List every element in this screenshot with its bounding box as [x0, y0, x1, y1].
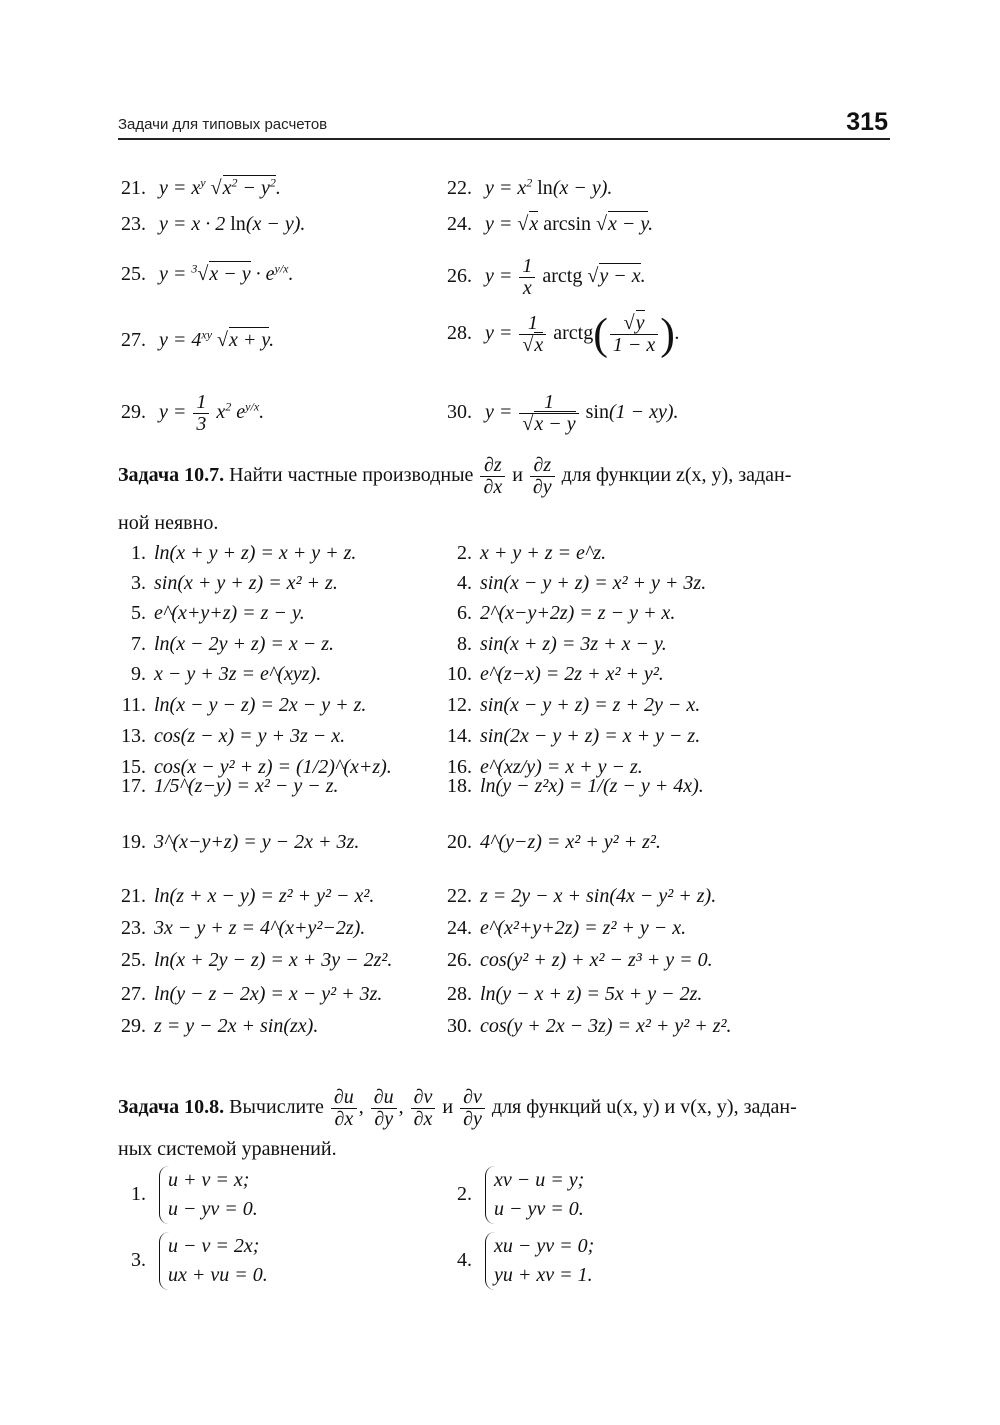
- item-formula: sin(x − y + z) = z + 2y − x.: [480, 694, 701, 716]
- item-number: 19.: [121, 831, 146, 853]
- exercise-item: [440, 603, 675, 623]
- exercise-item: [114, 776, 339, 796]
- exercise-item: [114, 695, 366, 715]
- exercise-item: [440, 757, 643, 777]
- item-number: 3.: [131, 1248, 146, 1271]
- item-formula: ln(y − z − 2x) = x − y² + 3z.: [154, 983, 383, 1005]
- task-statement-continuation: ной неявно.: [118, 512, 219, 534]
- item-number: 30.: [447, 401, 472, 424]
- item-formula: ln(x + y + z) = x + y + z.: [154, 542, 357, 564]
- item-number: 28.: [447, 321, 472, 344]
- item-formula: e^(x+y+z) = z − y.: [154, 602, 305, 624]
- item-number: 22.: [447, 885, 472, 907]
- item-number: 2.: [457, 1182, 472, 1205]
- item-formula: x + y + z = e^z.: [480, 542, 607, 564]
- exercise-item: [440, 886, 716, 906]
- exercise-item: [114, 543, 356, 563]
- item-number: 22.: [447, 176, 472, 199]
- item-formula: sin(2x − y + z) = x + y − z.: [480, 725, 701, 747]
- item-number: 26.: [447, 949, 472, 971]
- exercise-item: [432, 176, 612, 198]
- item-number: 4.: [457, 572, 472, 594]
- equation-system: [106, 1232, 268, 1290]
- derivative-fraction: $\frac{\partial v}{\partial x}$: [411, 1087, 436, 1130]
- item-formula: y = √x arcsin √x − y.: [485, 213, 654, 235]
- system-brace: xv − u = y; u − yv = 0.: [485, 1166, 584, 1224]
- item-number: 30.: [447, 1015, 472, 1037]
- equation-system: [432, 1232, 594, 1290]
- exercise-item: [432, 309, 680, 358]
- item-formula: x − y + 3z = e^(xyz).: [154, 663, 322, 685]
- exercise-item: [114, 918, 365, 938]
- item-number: 29.: [121, 401, 146, 424]
- item-formula: cos(z − x) = y + 3z − x.: [154, 725, 346, 747]
- item-number: 23.: [121, 213, 146, 235]
- task-statement: Найти частные производные: [229, 464, 474, 487]
- item-number: 28.: [447, 983, 472, 1005]
- item-formula: y = x · 2 ln(x − y).: [159, 213, 306, 235]
- exercise-item: [440, 664, 664, 684]
- item-number: 12.: [447, 694, 472, 716]
- item-formula: 2^(x−y+2z) = z − y + x.: [480, 602, 676, 624]
- exercise-item: [114, 950, 392, 970]
- item-number: 5.: [131, 602, 146, 624]
- system-brace: u + v = x; u − yv = 0.: [159, 1166, 258, 1224]
- item-formula: 4^(y−z) = x² + y² + z².: [480, 831, 661, 853]
- task-heading: [118, 455, 890, 498]
- exercise-item: [114, 726, 345, 746]
- item-number: 29.: [121, 1015, 146, 1037]
- equation-system: [432, 1166, 584, 1224]
- item-formula: 3x − y + z = 4^(x+y²−2z).: [154, 917, 366, 939]
- conjunction: и: [512, 464, 523, 487]
- item-formula: y = $\frac{1}{x}$ arctg √y − x.: [485, 255, 646, 299]
- item-formula: z = 2y − x + sin(4x − y² + z).: [480, 885, 717, 907]
- item-formula: ln(z + x − y) = z² + y² − x².: [154, 885, 375, 907]
- exercise-item: [440, 832, 661, 852]
- exercise-item: [106, 262, 294, 284]
- item-number: 10.: [447, 663, 472, 685]
- item-formula: 1/5^(z−y) = x² − y − z.: [154, 775, 339, 797]
- task-statement-continuation: ных системой уравнений.: [118, 1138, 337, 1160]
- item-formula: sin(x − y + z) = x² + y + 3z.: [480, 572, 707, 594]
- exercise-item: [432, 256, 646, 299]
- exercise-item: [440, 984, 702, 1004]
- item-number: 4.: [457, 1248, 472, 1271]
- derivative-fraction: $\frac{\partial z}{\partial y}$: [530, 455, 555, 498]
- item-number: 2.: [457, 542, 472, 564]
- exercise-item: [114, 664, 321, 684]
- task-statement: Вычислите: [229, 1096, 324, 1119]
- derivative-fraction: $\frac{\partial z}{\partial x}$: [480, 455, 505, 498]
- item-number: 6.: [457, 602, 472, 624]
- item-number: 27.: [121, 328, 146, 351]
- exercise-item: [106, 214, 305, 234]
- item-formula: $y = x^y$ $√x^2 - y^2$.: [159, 175, 281, 199]
- item-formula: e^(xz/y) = x + y − z.: [480, 756, 643, 778]
- exercise-item: [106, 392, 264, 435]
- item-number: 14.: [447, 725, 472, 747]
- exercise-item: [114, 634, 334, 654]
- item-formula: sin(x + y + z) = x² + z.: [154, 572, 338, 594]
- exercise-item: [440, 573, 706, 593]
- item-formula: e^(z−x) = 2z + x² + y².: [480, 663, 664, 685]
- running-head: [118, 103, 890, 137]
- task-heading: Задача 10.8. Вычислите $\frac{\partial u}{\partial x}$ , $\frac{\partial u}{\partial y}$ , $\frac{\partial v}{\partial x}$ и $\frac{\partial v}{\partial y}$ для функций u(x, y) и v(x, y), задан-: [118, 1086, 797, 1130]
- item-number: 17.: [121, 775, 146, 797]
- item-number: 3.: [131, 572, 146, 594]
- item-formula: ln(y − x + z) = 5x + y − 2z.: [480, 983, 703, 1005]
- item-number: 9.: [131, 663, 146, 685]
- exercise-item: [440, 776, 704, 796]
- item-formula: $y = ^3√x - y \cdot e^{y/x}$.: [159, 261, 294, 285]
- task-label: Задача 10.7.: [118, 464, 225, 487]
- item-formula: ln(x − 2y + z) = x − z.: [154, 633, 335, 655]
- item-number: 7.: [131, 633, 146, 655]
- item-formula: ln(x + 2y − z) = x + 3y − 2z².: [154, 949, 393, 971]
- exercise-item: [114, 886, 374, 906]
- exercise-item: [440, 918, 686, 938]
- exercise-item: [114, 573, 338, 593]
- exercise-item: [432, 214, 653, 234]
- exercise-item: [440, 1016, 732, 1036]
- item-formula: cos(y + 2x − 3z) = x² + y² + z².: [480, 1015, 732, 1037]
- item-formula: cos(y² + z) + x² − z³ + y = 0.: [480, 949, 713, 971]
- header-rule: [118, 138, 890, 140]
- exercise-item: [440, 543, 606, 563]
- item-formula: y = $\frac{1}{√x - y}$ sin(1 − xy).: [485, 391, 679, 435]
- exercise-item: [106, 328, 274, 350]
- page-number: 315: [846, 108, 888, 136]
- exercise-item: [106, 176, 281, 198]
- derivative-fraction: $\frac{\partial v}{\partial y}$: [460, 1087, 485, 1130]
- item-formula: ln(x − y − z) = 2x − y + z.: [154, 694, 367, 716]
- item-formula: sin(x + z) = 3z + x − y.: [480, 633, 667, 655]
- item-formula: e^(x²+y+2z) = z² + y − x.: [480, 917, 687, 939]
- exercise-item: [440, 695, 700, 715]
- item-number: 18.: [447, 775, 472, 797]
- item-number: 20.: [447, 831, 472, 853]
- exercise-item: [114, 984, 382, 1004]
- exercise-item: [440, 726, 700, 746]
- item-formula: 3^(x−y+z) = y − 2x + 3z.: [154, 831, 360, 853]
- exercise-item: [114, 832, 359, 852]
- item-number: 8.: [457, 633, 472, 655]
- item-formula: cos(x − y² + z) = (1/2)^(x+z).: [154, 756, 392, 778]
- exercise-item: [114, 1016, 318, 1036]
- exercise-item: [440, 950, 713, 970]
- item-number: 1.: [131, 542, 146, 564]
- item-number: 25.: [121, 949, 146, 971]
- running-head-title: Задачи для типовых расчетов: [118, 116, 328, 133]
- derivative-fraction: $\frac{\partial u}{\partial y}$: [371, 1087, 397, 1130]
- item-formula: $y = 4^{xy}$ √x + y.: [159, 327, 275, 351]
- item-number: 21.: [121, 885, 146, 907]
- derivative-fraction: $\frac{\partial u}{\partial x}$: [331, 1087, 357, 1130]
- item-formula: y = $\frac{1}{3}$ $x^2$ $e^{y/x}$.: [159, 391, 265, 435]
- task-label: Задача 10.8.: [118, 1096, 225, 1119]
- item-formula: y = $\frac{1}{√x}$ arctg( $\frac{√y}{1 - x}$ ).: [485, 309, 680, 358]
- item-number: 15.: [121, 756, 146, 778]
- item-number: 21.: [121, 176, 146, 199]
- item-number: 11.: [121, 694, 146, 716]
- item-number: 24.: [447, 213, 472, 235]
- item-formula: $y = x^2$ ln(x − y).: [485, 175, 613, 199]
- item-number: 13.: [121, 725, 146, 747]
- task-statement-end: для функций u(x, y) и v(x, y), задан-: [491, 1096, 797, 1119]
- item-number: 16.: [447, 756, 472, 778]
- item-formula: z = y − 2x + sin(zx).: [154, 1015, 319, 1037]
- conjunction: и: [442, 1096, 454, 1119]
- exercise-item: [114, 757, 392, 777]
- item-number: 27.: [121, 983, 146, 1005]
- item-number: 24.: [447, 917, 472, 939]
- exercise-item: [432, 392, 679, 435]
- task-statement-end: для функции z(x, y), задан-: [561, 464, 792, 487]
- item-number: 26.: [447, 265, 472, 288]
- item-number: 25.: [121, 262, 146, 285]
- system-brace: xu − yv = 0; yu + xv = 1.: [485, 1232, 594, 1290]
- exercise-item: [440, 634, 667, 654]
- exercise-item: [114, 603, 305, 623]
- system-brace: u − v = 2x; ux + vu = 0.: [159, 1232, 268, 1290]
- equation-system: [106, 1166, 258, 1224]
- item-number: 1.: [131, 1182, 146, 1205]
- item-formula: ln(y − z²x) = 1/(z − y + 4x).: [480, 775, 704, 797]
- item-number: 23.: [121, 917, 146, 939]
